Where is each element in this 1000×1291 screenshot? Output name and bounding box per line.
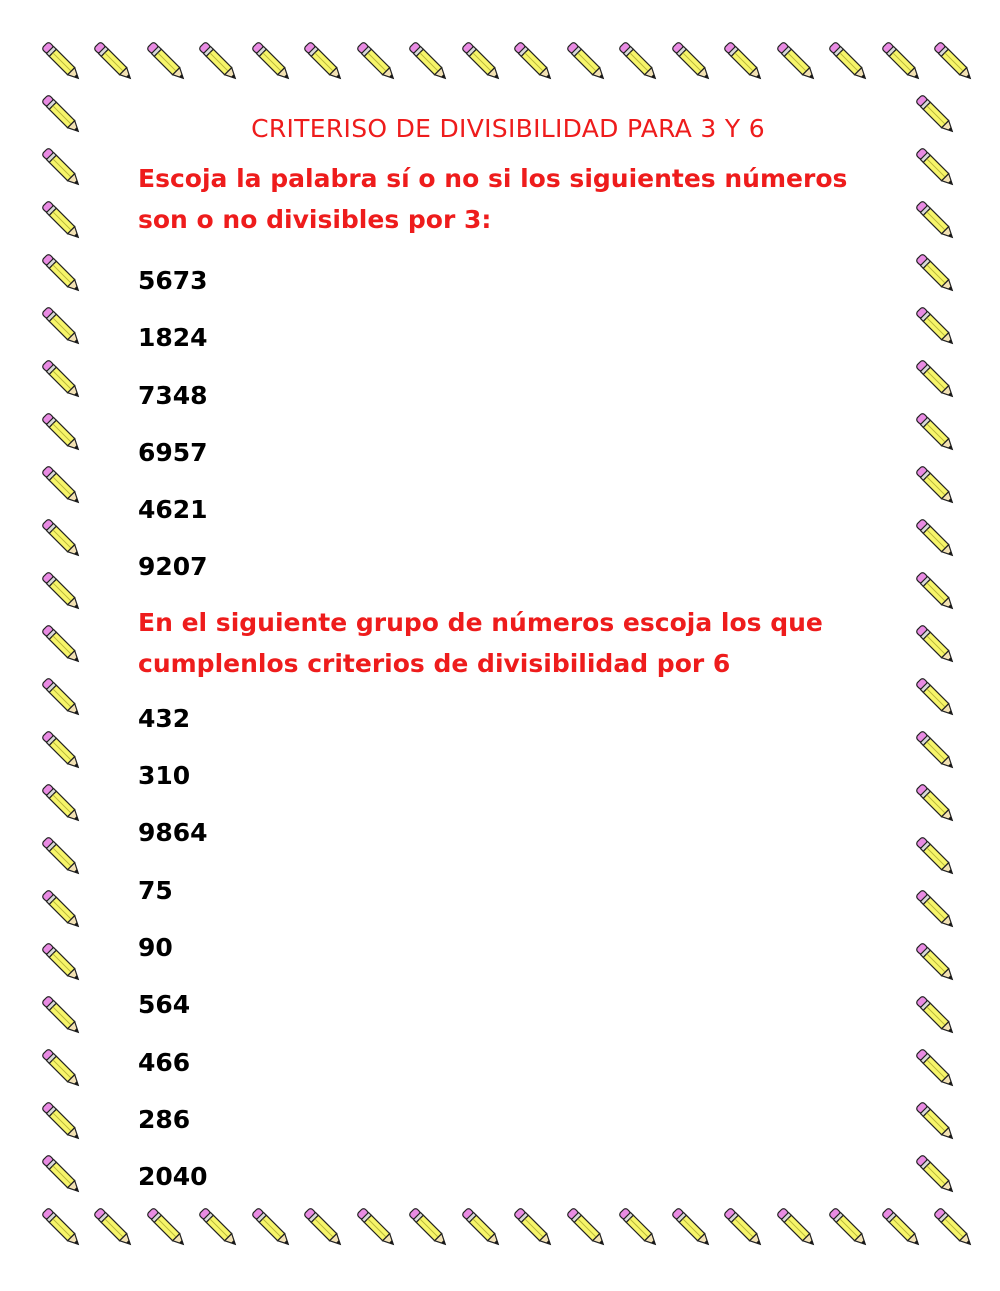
instruction-divisible-by-6	[138, 602, 878, 684]
pencil-icon	[351, 36, 403, 88]
instruction-divisible-by-3	[138, 158, 878, 240]
instruction-line: En el siguiente grupo de números escoja los que	[138, 607, 823, 637]
pencil-icon	[666, 36, 718, 88]
number-item: 9864	[138, 818, 208, 848]
pencil-icon	[36, 89, 88, 141]
pencil-icon	[246, 36, 298, 88]
pencil-icon	[36, 354, 88, 406]
pencil-icon	[910, 566, 962, 618]
pencil-icon	[910, 1149, 962, 1201]
pencil-icon	[910, 142, 962, 194]
pencil-icon	[823, 36, 875, 88]
pencil-icon	[910, 460, 962, 512]
pencil-icon	[88, 1202, 140, 1254]
pencil-icon	[928, 1202, 980, 1254]
pencil-icon	[666, 1202, 718, 1254]
pencil-icon	[246, 1202, 298, 1254]
number-item: 90	[138, 932, 173, 962]
pencil-icon	[910, 937, 962, 989]
pencil-icon	[298, 1202, 350, 1254]
pencil-icon	[36, 566, 88, 618]
pencil-icon	[141, 36, 193, 88]
pencil-icon	[910, 513, 962, 565]
pencil-icon	[508, 36, 560, 88]
number-item: 466	[138, 1047, 191, 1077]
pencil-icon	[36, 301, 88, 353]
pencil-icon	[36, 831, 88, 883]
pencil-icon	[508, 1202, 560, 1254]
pencil-icon	[876, 36, 928, 88]
pencil-icon	[36, 1149, 88, 1201]
pencil-icon	[456, 1202, 508, 1254]
number-item: 564	[138, 990, 191, 1020]
pencil-icon	[36, 36, 88, 88]
pencil-icon	[910, 195, 962, 247]
pencil-icon	[36, 407, 88, 459]
number-item: 2040	[138, 1162, 208, 1192]
pencil-icon	[561, 36, 613, 88]
number-item: 432	[138, 703, 191, 733]
pencil-icon	[910, 831, 962, 883]
pencil-icon	[910, 884, 962, 936]
pencil-icon	[88, 36, 140, 88]
pencil-icon	[718, 36, 770, 88]
instruction-line: cumplenlos criterios de divisibilidad por 6	[138, 648, 731, 678]
number-list-divisible-by-3	[138, 252, 878, 596]
instruction-line: Escoja la palabra sí o no si los siguientes números	[138, 164, 848, 193]
pencil-icon	[36, 1043, 88, 1095]
pencil-icon	[36, 937, 88, 989]
pencil-icon	[823, 1202, 875, 1254]
pencil-icon	[771, 1202, 823, 1254]
pencil-icon	[36, 1096, 88, 1148]
pencil-icon	[36, 990, 88, 1042]
number-item: 7348	[138, 380, 208, 410]
pencil-icon	[36, 142, 88, 194]
pencil-icon	[36, 672, 88, 724]
number-item: 310	[138, 761, 191, 791]
number-item: 1824	[138, 323, 208, 353]
number-item: 6957	[138, 437, 208, 467]
pencil-icon	[36, 1202, 88, 1254]
pencil-icon	[36, 195, 88, 247]
number-item: 9207	[138, 552, 208, 582]
pencil-icon	[141, 1202, 193, 1254]
number-item: 286	[138, 1104, 191, 1134]
pencil-icon	[36, 513, 88, 565]
number-item: 4621	[138, 495, 208, 525]
instruction-line: son o no divisibles por 3:	[138, 205, 492, 234]
pencil-icon	[910, 301, 962, 353]
pencil-icon	[36, 725, 88, 777]
pencil-icon	[193, 36, 245, 88]
pencil-icon	[910, 990, 962, 1042]
pencil-icon	[193, 1202, 245, 1254]
pencil-icon	[561, 1202, 613, 1254]
number-item: 5673	[138, 266, 208, 295]
pencil-icon	[36, 460, 88, 512]
pencil-icon	[771, 36, 823, 88]
section-divisible-by-3	[138, 158, 878, 596]
pencil-icon	[613, 36, 665, 88]
pencil-icon	[36, 778, 88, 830]
pencil-icon	[613, 1202, 665, 1254]
pencil-icon	[456, 36, 508, 88]
pencil-icon	[910, 407, 962, 459]
pencil-icon	[910, 619, 962, 671]
pencil-icon	[298, 36, 350, 88]
pencil-icon	[718, 1202, 770, 1254]
pencil-icon	[36, 884, 88, 936]
pencil-icon	[910, 672, 962, 724]
number-item: 75	[138, 875, 173, 905]
pencil-icon	[403, 36, 455, 88]
pencil-icon	[910, 1043, 962, 1095]
pencil-icon	[36, 248, 88, 300]
pencil-icon	[910, 248, 962, 300]
pencil-icon	[910, 725, 962, 777]
pencil-icon	[351, 1202, 403, 1254]
pencil-icon	[876, 1202, 928, 1254]
pencil-icon	[910, 354, 962, 406]
section-divisible-by-6	[138, 602, 878, 1206]
pencil-icon	[36, 619, 88, 671]
pencil-icon	[928, 36, 980, 88]
pencil-icon	[403, 1202, 455, 1254]
number-list-divisible-by-6	[138, 690, 878, 1206]
pencil-icon	[910, 89, 962, 141]
pencil-icon	[910, 778, 962, 830]
worksheet-content	[138, 112, 878, 1205]
page-title: CRITERISO DE DIVISIBILIDAD PARA 3 Y 6	[251, 114, 765, 143]
pencil-icon	[910, 1096, 962, 1148]
